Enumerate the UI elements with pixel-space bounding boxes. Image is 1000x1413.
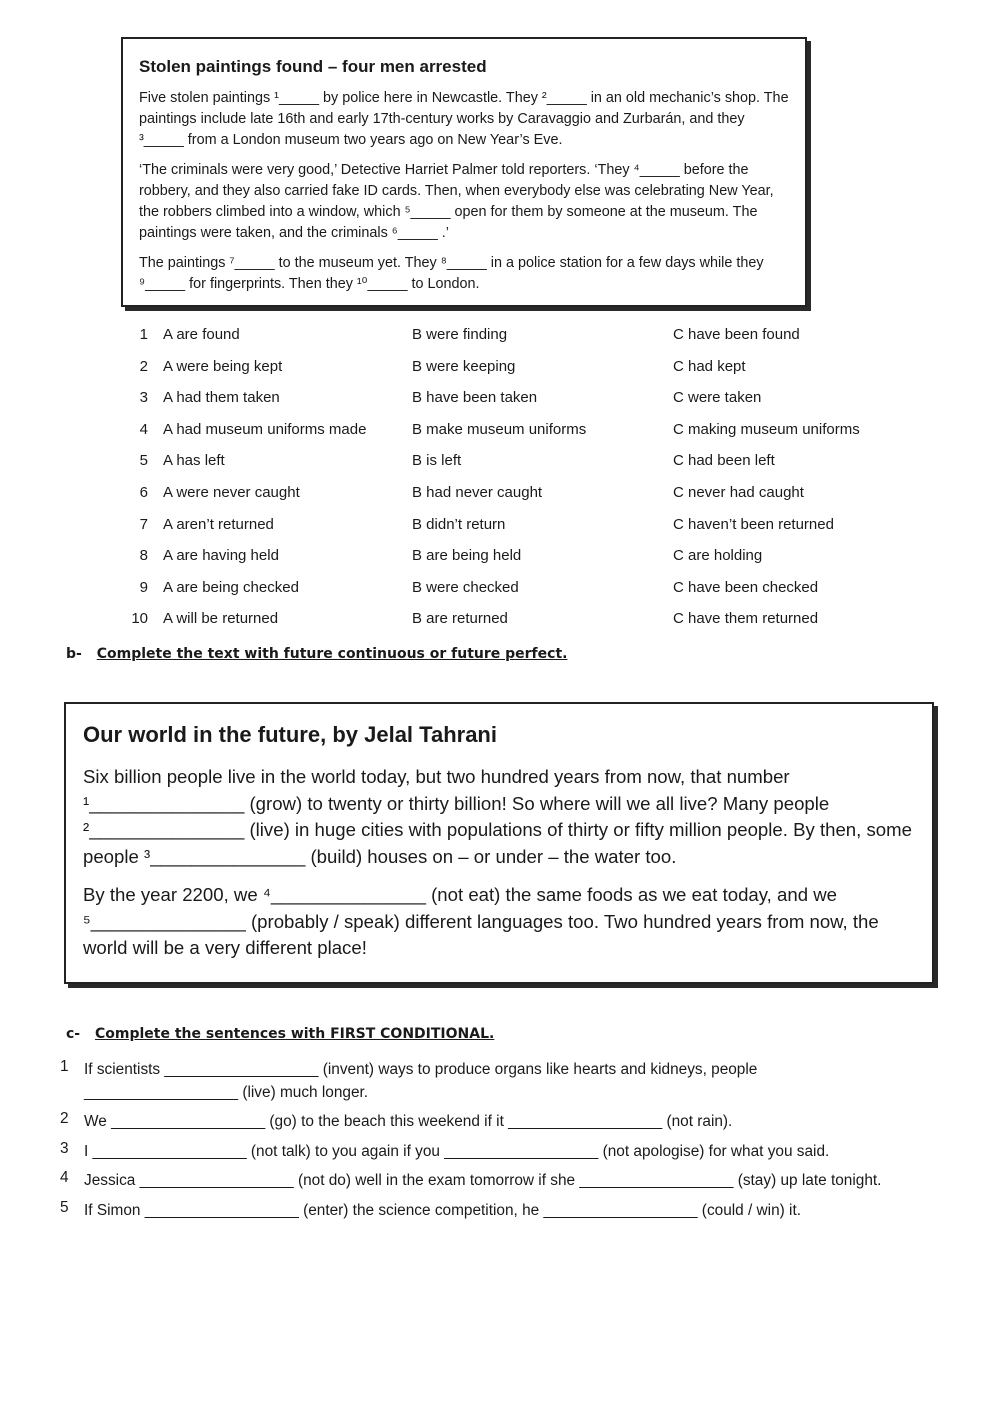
option-row — [0, 383, 1000, 415]
option-a: A are being checked — [163, 578, 299, 596]
option-b: B were checked — [412, 578, 519, 596]
option-number: 6 — [139, 483, 148, 501]
option-b: B had never caught — [412, 483, 543, 501]
option-c: C haven’t been returned — [673, 515, 834, 533]
article-paragraph-2: ‘The criminals were very good,’ Detective Harriet Palmer told reporters. ‘They ⁴_____ before the robbery, and they also carried fake ID cards. Then, when everybody else was celebrating New Year, the robbers climbed into a window, which ⁵_____ open for them by someone at the museum. The paintings were taken, and the criminals ⁶_____ .’ — [139, 162, 774, 241]
option-a: A were never caught — [163, 483, 300, 501]
sentence-text: If Simon __________________ (enter) the science competition, he __________________ (could / win) it. — [84, 1202, 802, 1219]
section-b-label: b- — [66, 646, 82, 662]
option-row — [0, 573, 1000, 605]
sentence-number: 4 — [60, 1169, 69, 1186]
article-box-future — [64, 702, 934, 984]
option-c: C have been checked — [673, 578, 819, 596]
option-row — [0, 352, 1000, 384]
option-a: A had them taken — [163, 389, 280, 407]
option-c: C had kept — [673, 357, 746, 375]
option-number: 2 — [139, 357, 148, 375]
option-row — [0, 510, 1000, 542]
sentence-number: 1 — [60, 1058, 69, 1075]
section-b-heading — [66, 646, 567, 662]
option-b: B are being held — [412, 547, 522, 565]
option-c: C making museum uniforms — [673, 420, 860, 438]
options-list — [0, 320, 1000, 636]
option-c: C are holding — [673, 547, 763, 565]
option-row — [0, 604, 1000, 636]
sentence-text: If scientists __________________ (invent) ways to produce organs like hearts and kidneys, people __________________ (live) much longer. — [84, 1061, 758, 1101]
option-b: B are returned — [412, 610, 508, 628]
option-c: C have them returned — [673, 610, 819, 628]
future-paragraph-1: Six billion people live in the world today, but two hundred years from now, that number ¹_______________ (grow) to twenty or thirty billion! So where will we all live? Many people ²_______________ (live) in huge cities with populations of thirty or fifty million people. By then, some people ³_______________ (build) houses on – or under – the water too. — [83, 766, 912, 867]
option-number: 9 — [139, 578, 148, 596]
option-row — [0, 478, 1000, 510]
option-a: A will be returned — [163, 610, 279, 628]
section-c-instruction: Complete the sentences with FIRST CONDITIONAL. — [94, 1026, 495, 1042]
option-number: 5 — [139, 452, 148, 470]
section-b-instruction: Complete the text with future continuous or future perfect. — [96, 646, 568, 662]
option-b: B is left — [412, 452, 462, 470]
future-paragraph-2: By the year 2200, we ⁴_______________ (not eat) the same foods as we eat today, and we ⁵_______________ (probably / speak) different languages too. Two hundred years from now, the world will be a very different place! — [83, 884, 879, 958]
option-row — [0, 415, 1000, 447]
option-c: C have been found — [673, 326, 800, 343]
option-b: B were keeping — [412, 357, 516, 375]
sentence-text: Jessica __________________ (not do) well in the exam tomorrow if she __________________ (stay) up late tonight. — [84, 1172, 882, 1189]
sentence-text: We __________________ (go) to the beach this weekend if it __________________ (not rain). — [84, 1113, 733, 1130]
option-a: A were being kept — [163, 357, 283, 375]
option-row — [0, 541, 1000, 573]
option-number: 4 — [139, 420, 148, 438]
sentence-number: 5 — [60, 1199, 69, 1216]
article-title: Stolen paintings found – four men arrested — [139, 57, 487, 76]
article-paragraph-3: The paintings ⁷_____ to the museum yet. They ⁸_____ in a police station for a few days while they ⁹_____ for fingerprints. Then they ¹⁰_____ to London. — [139, 255, 764, 292]
option-c: C had been left — [673, 452, 775, 470]
option-a: A aren’t returned — [163, 515, 274, 533]
option-a: A had museum uniforms made — [163, 420, 367, 438]
sentence-number: 3 — [60, 1140, 69, 1157]
sentence-number: 2 — [60, 1110, 69, 1127]
option-a: A are found — [163, 326, 240, 343]
option-number: 1 — [139, 326, 148, 343]
option-c: C never had caught — [673, 483, 804, 501]
future-title: Our world in the future, by Jelal Tahrani — [83, 722, 497, 747]
article-paragraph-1: Five stolen paintings ¹_____ by police here in Newcastle. They ²_____ in an old mechanic’s shop. The paintings include late 16th and early 17th-century works by Caravaggio and Zurbarán, and they ³_____ from a London museum two years ago on New Year’s Eve. — [139, 90, 789, 148]
option-b: B make museum uniforms — [412, 420, 587, 438]
section-c-heading — [66, 1026, 494, 1042]
option-b: B didn’t return — [412, 515, 506, 533]
option-a: A has left — [163, 452, 225, 470]
option-a: A are having held — [163, 547, 279, 565]
option-number: 8 — [139, 547, 148, 565]
section-c-label: c- — [66, 1026, 81, 1042]
option-row — [0, 320, 1000, 352]
article-box-stolen-paintings — [121, 37, 807, 307]
option-b: B were finding — [412, 326, 508, 343]
option-number: 7 — [139, 515, 148, 533]
option-c: C were taken — [673, 389, 762, 407]
option-number: 10 — [131, 610, 148, 628]
option-number: 3 — [139, 389, 148, 407]
option-b: B have been taken — [412, 389, 538, 407]
sentence-text: I __________________ (not talk) to you again if you __________________ (not apologise) for what you said. — [84, 1143, 830, 1160]
option-row — [0, 446, 1000, 478]
